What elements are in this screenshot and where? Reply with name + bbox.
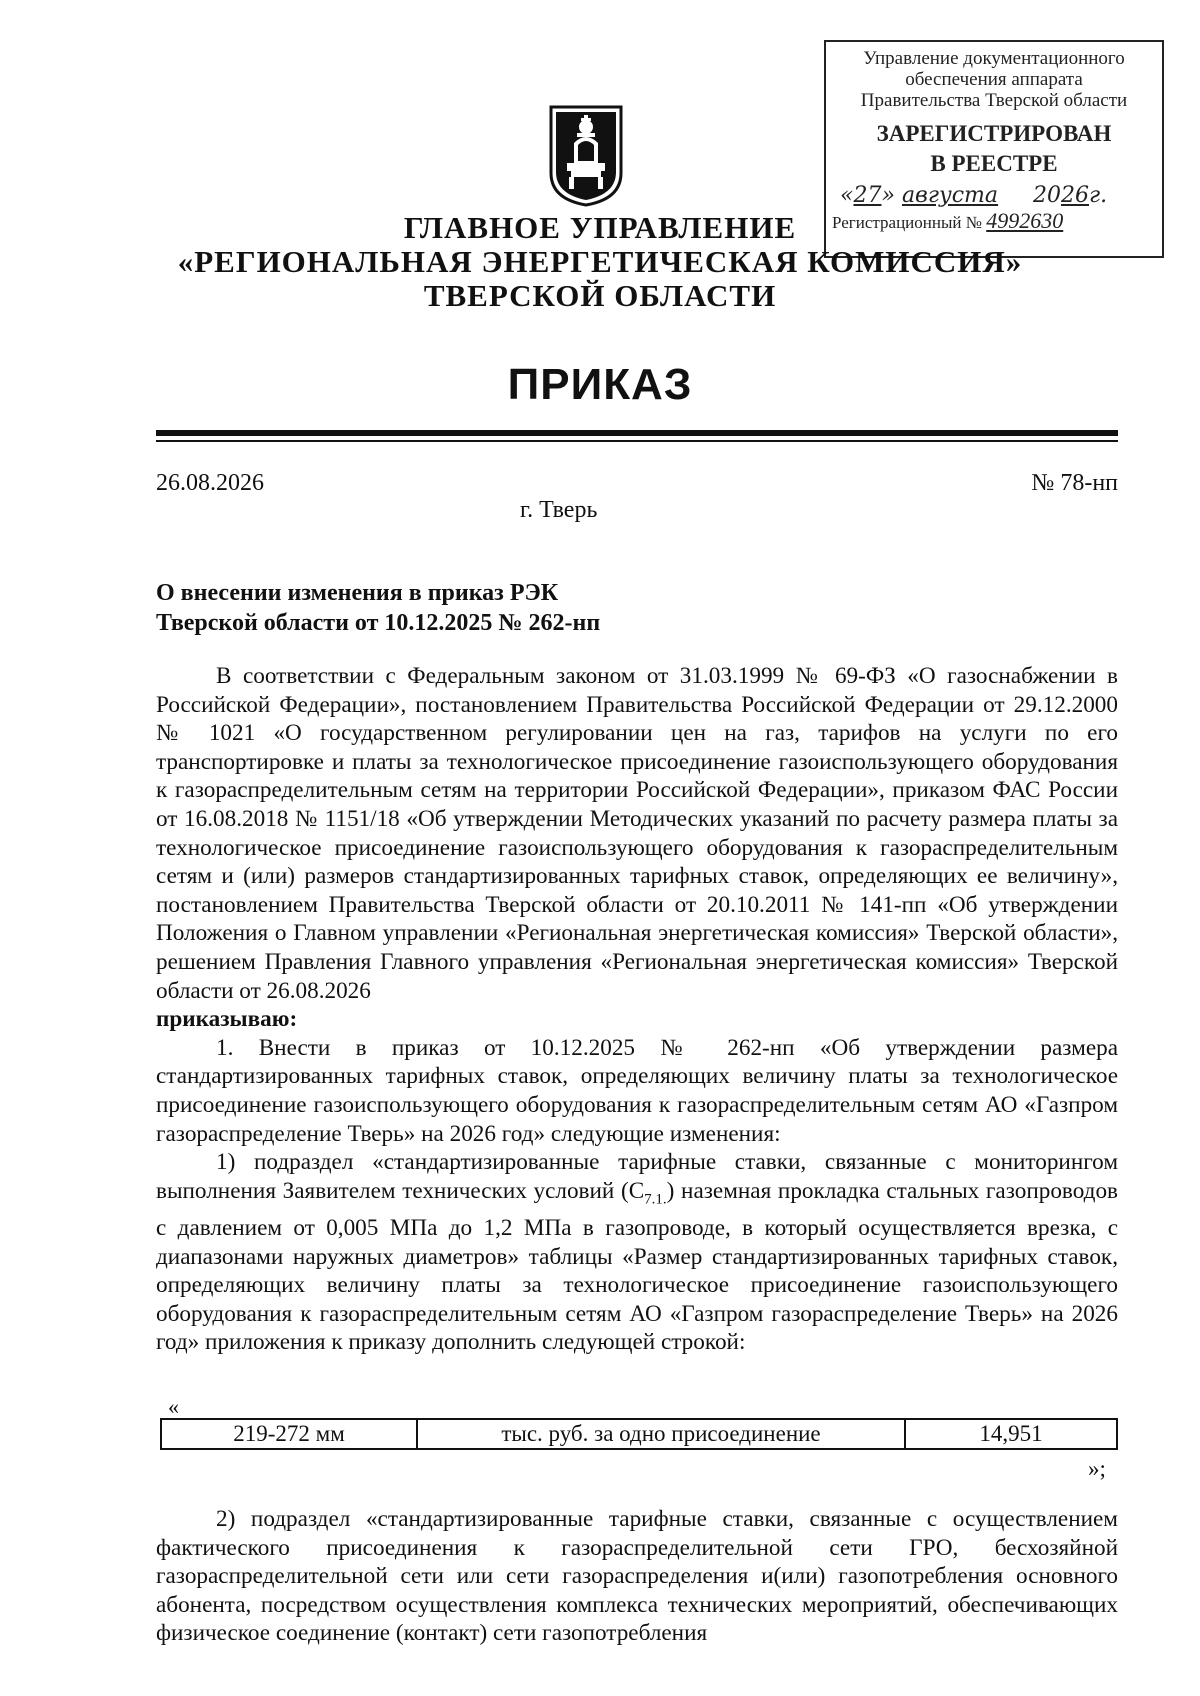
stamp-year-end: г. [1089,183,1108,208]
subitem-1-paragraph [156,1148,1118,1357]
item-1-paragraph: 1. Внести в приказ от 10.12.2025 № 262-нп «Об утверждении размера стандартизированных тарифных ставок, определяющих величину платы за технологическое присоединение газоиспользующего оборудования к газораспределительным сетям АО «Газпром газораспределение Тверь» на 2026 год» следующие изменения: [156,1034,1118,1147]
table-open-quote: « [168,1394,179,1419]
stamp-dept-line-3: Правительства Тверской области [860,90,1128,111]
stamp-date [826,185,1162,206]
cell-value: 14,951 [905,1419,1117,1449]
table-close-quote: »; [1088,1456,1106,1481]
rate-table [160,1418,1118,1450]
stamp-registered-line-1: ЗАРЕГИСТРИРОВАН [876,121,1112,146]
doc-type-title: ПРИКАЗ [507,360,693,409]
stamp-year-suffix: 26 [1061,183,1090,208]
org-name-line-3: ТВЕРСКОЙ ОБЛАСТИ [423,278,777,313]
subitem-1-subscript: 7.1. [644,1191,667,1208]
stamp-reg-number: 4992630 [986,208,1064,233]
stamp-date-open-quote: « [840,183,854,208]
doc-subject [156,578,856,638]
stamp-reg-label: Регистрационный № [832,213,982,232]
preamble-paragraph: В соответствии с Федеральным законом от 31.03.1999 № 69-ФЗ «О газоснабжении в Российской Федерации», постановлением Правительства Российской Федерации от 29.12.2000 № 1021 «О государственном регулировании цен на газ, тарифов на услуги по его транспортировке и платы за технологическое присоединение газоиспользующего оборудования к газораспределительным сетям на территории Российской Федерации», приказом ФАС России от 16.08.2018 № 1151/18 «Об утверждении Методических указаний по расчету размера платы за технологическое присоединение газоиспользующего оборудования к газораспределительным сетям и (или) размеров стандартизированных тарифных ставок, определяющих ее величину», постановлением Правительства Тверской области от 20.10.2011 № 141-пп «Об утверждении Положения о Главном управлении «Региональная энергетическая комиссия» Тверской области», решением Правления Главного управления «Региональная энергетическая комиссия» Тверской области от 26.08.2026 [156,663,1118,1004]
doc-date: 26.08.2026 [156,470,264,496]
subitem-2-paragraph: 2) подраздел «стандартизированные тарифные ставки, связанные с осуществлением фактического присоединения к газораспределительной сети ГРО, бесхозяйной газораспределительной сети или сети газораспределения и(или) газопотребления основного абонента, посредством осуществления комплекса технических мероприятий, обеспечивающих физическое соединение (контакт) сети газопотребления [156,1506,1118,1647]
header-divider-thick [156,430,1118,436]
order-word: приказываю: [156,1006,298,1033]
stamp-year-prefix: 20 [1033,183,1062,208]
subject-line-1: О внесении изменения в приказ РЭК [156,580,559,606]
doc-number: № 78-нп [1031,470,1118,496]
stamp-registered-line-2: В РЕЕСТРЕ [930,151,1058,176]
stamp-registered-title [826,119,1162,179]
subject-line-2: Тверской области от 10.12.2025 № 262-нп [156,610,601,636]
cell-unit: тыс. руб. за одно присоединение [417,1419,905,1449]
subitem-1-text-before: 1) подраздел «стандартизированные тарифные ставки, связанные с мониторингом выполнения Заявителем технических условий (С [156,1149,1118,1204]
doc-body-continued [156,1505,1118,1648]
stamp-day: 27 [853,183,882,208]
doc-city: г. Тверь [520,497,598,523]
stamp-dept-line-2: обеспечения аппарата [905,69,1083,90]
stamp-month: августа [901,183,999,208]
cell-diameter: 219-272 мм [161,1419,417,1449]
stamp-date-close-quote: » [881,183,895,208]
org-name-line-2: «РЕГИОНАЛЬНАЯ ЭНЕРГЕТИЧЕСКАЯ КОМИССИЯ» [177,244,1023,279]
coat-of-arms-icon [547,103,625,208]
org-name-line-1: ГЛАВНОЕ УПРАВЛЕНИЕ [403,210,797,245]
stamp-dept-line-1: Управление документационного [863,48,1125,69]
doc-body [156,662,1118,1357]
header-divider-thin [156,440,1118,442]
table-row [161,1419,1117,1449]
subitem-1-text-after: ) наземная прокладка стальных газопроводов с давлением от 0,005 МПа до 1,2 МПа в газопроводе, в который осуществляется врезка, с диапазонами наружных диаметров» таблицы «Размер стандартизированных тарифных ставок, определяющих величину платы за технологическое присоединение газоиспользующего оборудования к газораспределительным сетям АО «Газпром газораспределение Тверь» на 2026 год» приложения к приказу дополнить следующей строкой: [156,1177,1118,1356]
